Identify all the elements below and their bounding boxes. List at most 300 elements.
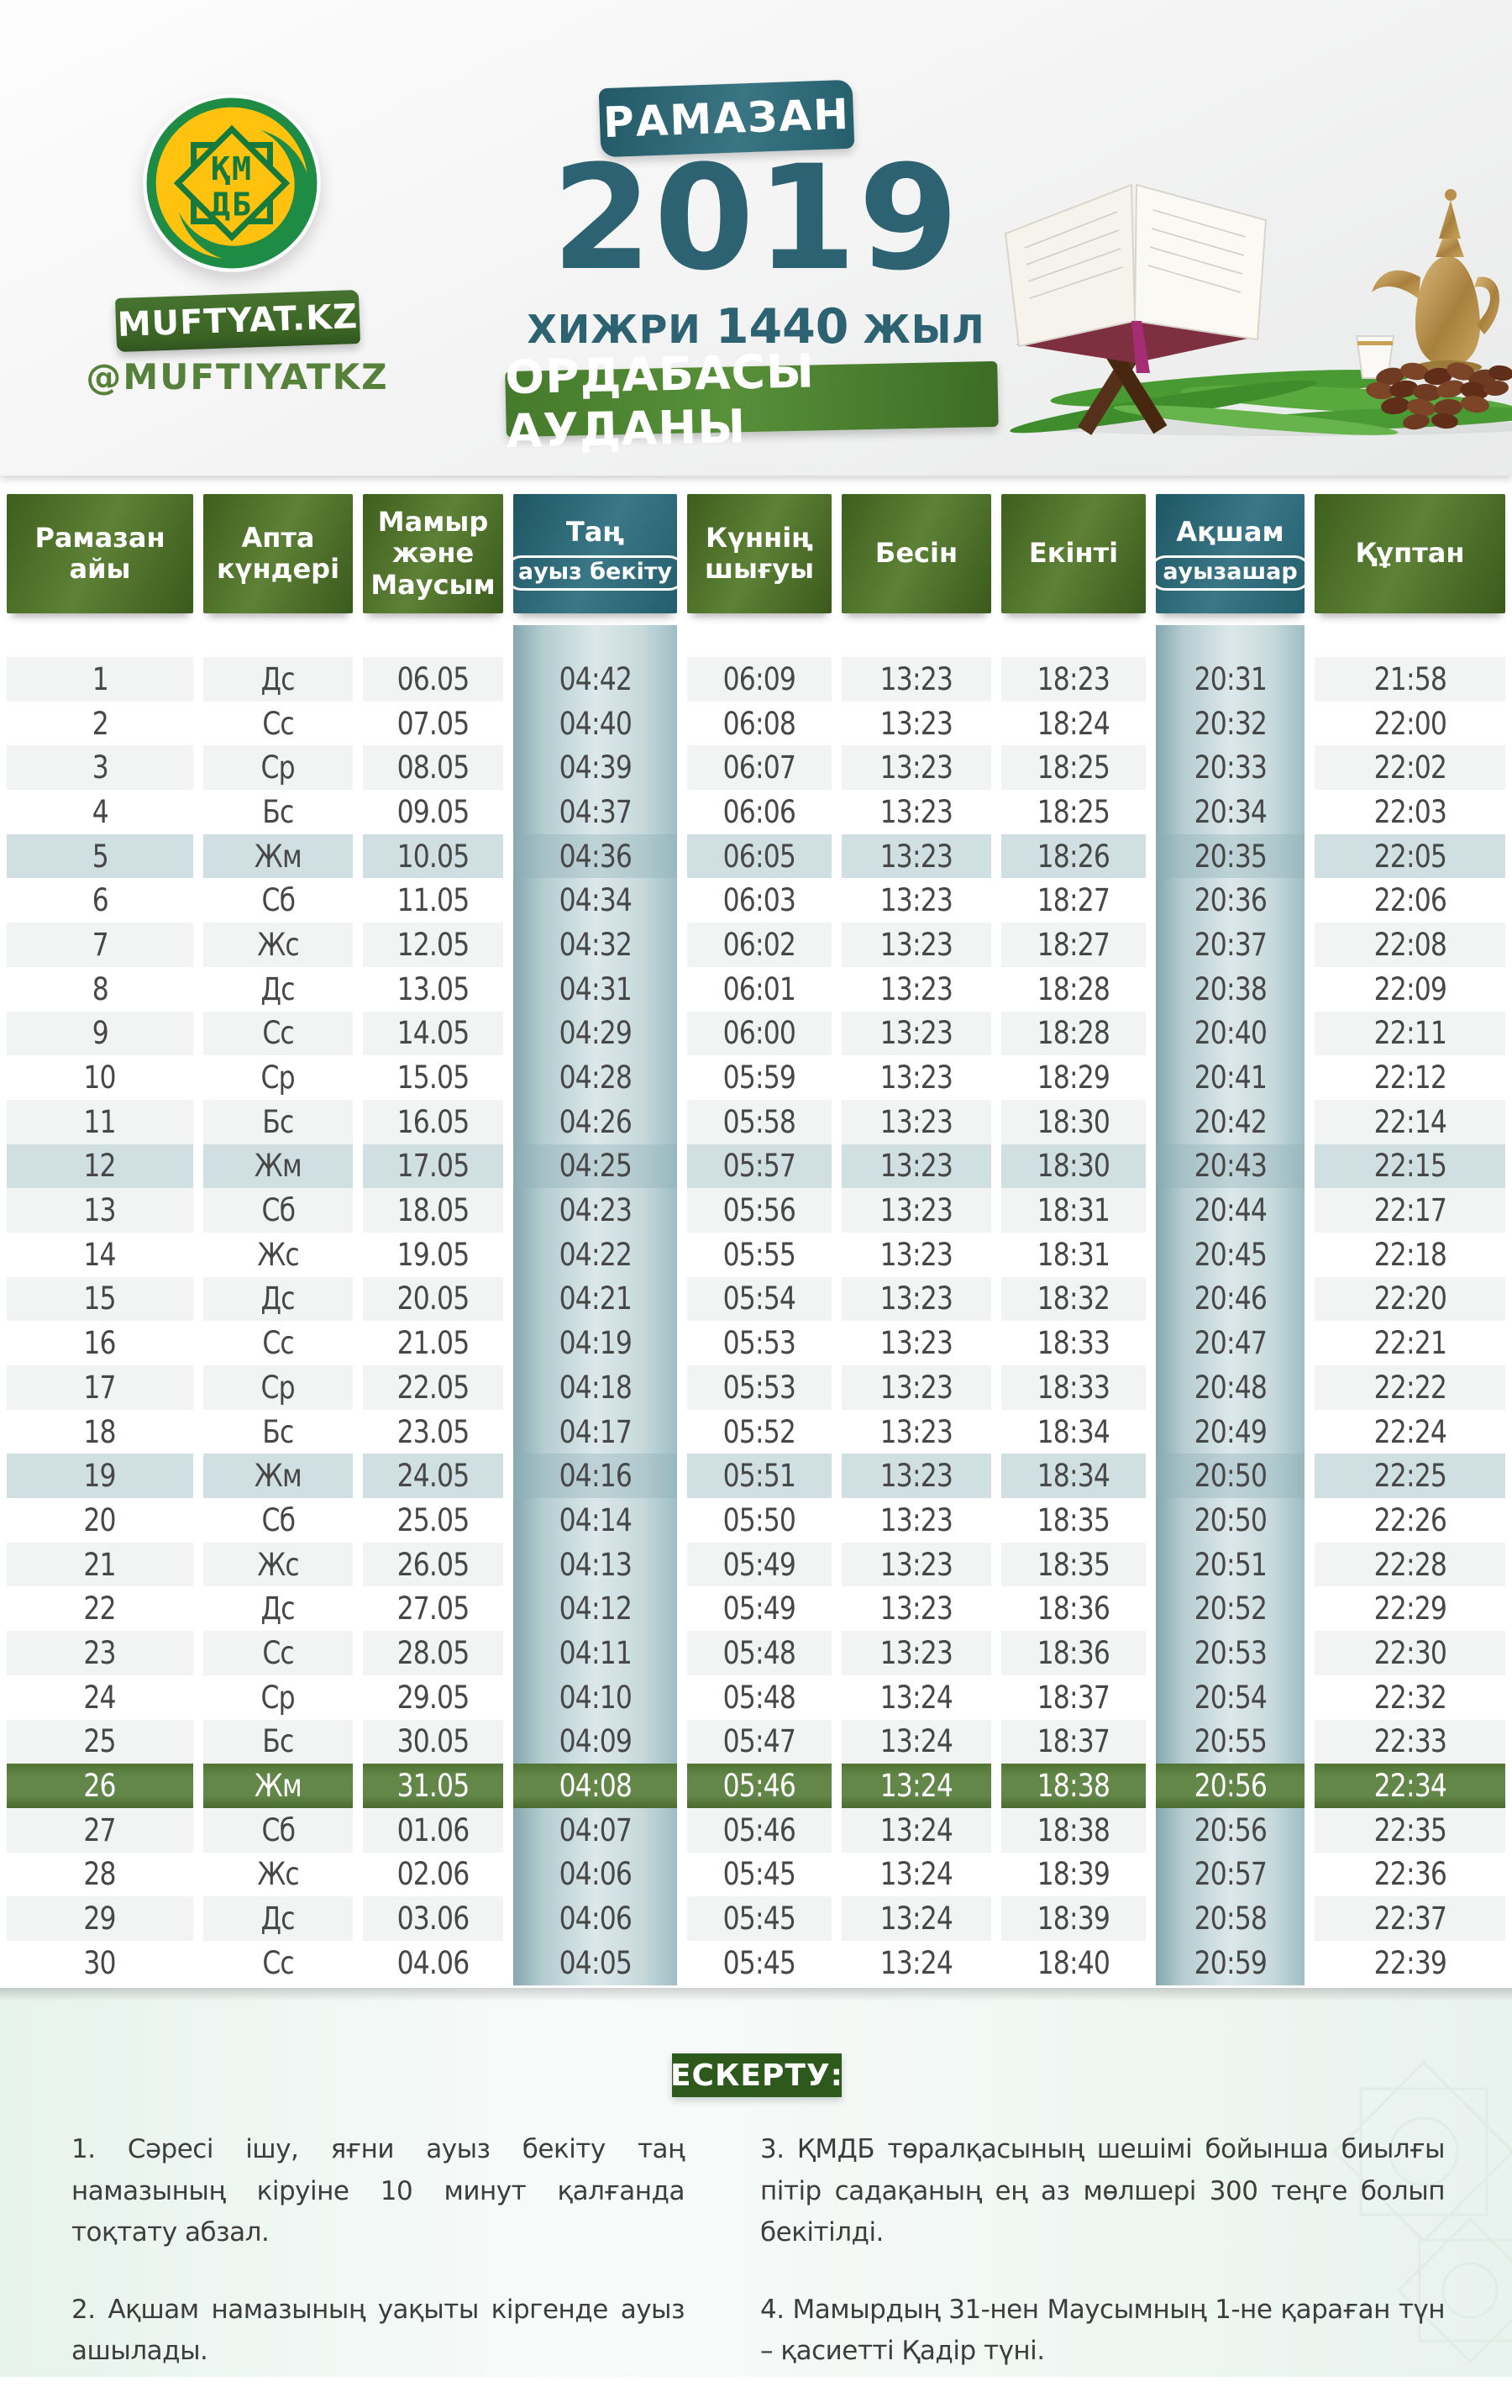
cell-date: 16.05 — [363, 1100, 503, 1144]
cell-besin: 13:23 — [842, 878, 991, 923]
cell-ekinti: 18:35 — [1001, 1498, 1146, 1543]
cell-sunrise: 06:06 — [687, 790, 832, 834]
cell-day: 24 — [7, 1675, 193, 1720]
hijri-suffix: ЖЫЛ — [863, 307, 985, 352]
cell-weekday: Ср — [203, 1675, 353, 1720]
column-header-day — [7, 494, 193, 613]
cell-tan: 04:31 — [513, 967, 677, 1012]
cell-besin — [842, 625, 991, 657]
cell-sunrise: 05:45 — [687, 1941, 832, 1985]
cell-date: 11.05 — [363, 878, 503, 923]
cell-weekday — [203, 625, 353, 657]
cell-quptan: 22:33 — [1315, 1720, 1505, 1764]
cell-quptan: 22:25 — [1315, 1454, 1505, 1498]
column-label: Рамазан айы — [34, 521, 165, 585]
cell-aksham: 20:41 — [1156, 1055, 1305, 1100]
cell-quptan: 22:29 — [1315, 1586, 1505, 1631]
cell-besin: 13:23 — [842, 790, 991, 834]
column-header-date — [363, 494, 503, 613]
cell-weekday: Ср — [203, 1365, 353, 1410]
table-row-1 — [0, 657, 1512, 702]
cell-weekday: Сб — [203, 878, 353, 923]
cell-day: 8 — [7, 967, 193, 1012]
cell-tan: 04:13 — [513, 1543, 677, 1587]
cell-sunrise: 05:48 — [687, 1631, 832, 1675]
cell-date: 07.05 — [363, 702, 503, 746]
cell-weekday: Бс — [203, 1720, 353, 1764]
cell-day: 1 — [7, 657, 193, 702]
cell-weekday: Жм — [203, 1764, 353, 1808]
table-row-26 — [0, 1764, 1512, 1808]
cell-quptan: 22:30 — [1315, 1631, 1505, 1675]
cell-besin: 13:23 — [842, 1188, 991, 1233]
column-label: Мамыр және Маусым — [370, 506, 496, 601]
table-row-6 — [0, 878, 1512, 923]
cell-aksham: 20:33 — [1156, 745, 1305, 790]
cell-tan: 04:07 — [513, 1808, 677, 1853]
cell-ekinti: 18:38 — [1001, 1764, 1146, 1808]
cell-aksham: 20:52 — [1156, 1586, 1305, 1631]
cell-quptan: 22:28 — [1315, 1543, 1505, 1587]
cell-day: 21 — [7, 1543, 193, 1587]
quran-book-icon — [1005, 185, 1266, 373]
note-badge — [669, 2053, 844, 2097]
table-row-10 — [0, 1055, 1512, 1100]
logo-abbr-bottom: ДБ — [210, 186, 254, 224]
cell-ekinti: 18:34 — [1001, 1454, 1146, 1498]
cell-day: 15 — [7, 1277, 193, 1322]
notes-column-right — [760, 2129, 1445, 2408]
table-row-12 — [0, 1144, 1512, 1189]
cell-quptan: 22:36 — [1315, 1853, 1505, 1897]
table-row-7 — [0, 923, 1512, 967]
kmdb-logo-icon — [143, 94, 321, 272]
cell-aksham: 20:54 — [1156, 1675, 1305, 1720]
cell-weekday: Сб — [203, 1188, 353, 1233]
cell-sunrise: 05:56 — [687, 1188, 832, 1233]
cell-sunrise: 05:57 — [687, 1144, 832, 1189]
table-row-2 — [0, 702, 1512, 746]
hero-section — [0, 0, 1512, 476]
cell-day: 5 — [7, 834, 193, 879]
cell-ekinti — [1001, 625, 1146, 657]
cell-besin: 13:23 — [842, 1277, 991, 1322]
cell-date: 21.05 — [363, 1321, 503, 1365]
cell-date: 25.05 — [363, 1498, 503, 1543]
table-row-9 — [0, 1012, 1512, 1056]
cell-weekday: Жм — [203, 1454, 353, 1498]
cell-sunrise: 05:53 — [687, 1321, 832, 1365]
cell-sunrise: 06:01 — [687, 967, 832, 1012]
cell-sunrise: 05:51 — [687, 1454, 832, 1498]
column-label: Бесін — [874, 537, 958, 570]
cell-date: 12.05 — [363, 923, 503, 967]
cell-date: 27.05 — [363, 1586, 503, 1631]
cell-besin: 13:23 — [842, 1631, 991, 1675]
cell-weekday: Дс — [203, 657, 353, 702]
table-row-15 — [0, 1277, 1512, 1322]
cell-date: 17.05 — [363, 1144, 503, 1189]
column-label: Құптан — [1355, 537, 1465, 570]
table-row-3 — [0, 745, 1512, 790]
table-row-13 — [0, 1188, 1512, 1233]
cell-day: 22 — [7, 1586, 193, 1631]
cell-quptan: 22:15 — [1315, 1144, 1505, 1189]
cell-tan: 04:08 — [513, 1764, 677, 1808]
cell-day: 19 — [7, 1454, 193, 1498]
cell-date: 20.05 — [363, 1277, 503, 1322]
cell-quptan: 22:05 — [1315, 834, 1505, 879]
cell-besin: 13:24 — [842, 1764, 991, 1808]
cell-tan: 04:36 — [513, 834, 677, 879]
cell-quptan: 22:34 — [1315, 1764, 1505, 1808]
cell-weekday: Сб — [203, 1498, 353, 1543]
table-row-27 — [0, 1808, 1512, 1853]
cell-day: 17 — [7, 1365, 193, 1410]
cell-date: 31.05 — [363, 1764, 503, 1808]
column-label: Таң — [565, 515, 625, 548]
cell-aksham: 20:38 — [1156, 967, 1305, 1012]
cell-ekinti: 18:28 — [1001, 1012, 1146, 1056]
table-row-29 — [0, 1896, 1512, 1941]
cell-day: 28 — [7, 1853, 193, 1897]
cell-weekday: Ср — [203, 745, 353, 790]
notes-column-left — [71, 2129, 685, 2408]
cell-aksham: 20:53 — [1156, 1631, 1305, 1675]
cell-quptan: 22:08 — [1315, 923, 1505, 967]
cell-date: 06.05 — [363, 657, 503, 702]
column-header-besin — [842, 494, 991, 613]
cell-ekinti: 18:26 — [1001, 834, 1146, 879]
cell-quptan: 22:11 — [1315, 1012, 1505, 1056]
cell-day: 6 — [7, 878, 193, 923]
cell-aksham: 20:47 — [1156, 1321, 1305, 1365]
cell-quptan: 22:18 — [1315, 1233, 1505, 1277]
table-row-20 — [0, 1498, 1512, 1543]
cell-aksham: 20:51 — [1156, 1543, 1305, 1587]
table-row-28 — [0, 1853, 1512, 1897]
cell-quptan: 22:35 — [1315, 1808, 1505, 1853]
cell-besin: 13:24 — [842, 1853, 991, 1897]
cell-quptan: 22:00 — [1315, 702, 1505, 746]
cell-tan: 04:22 — [513, 1233, 677, 1277]
cell-besin: 13:23 — [842, 967, 991, 1012]
cell-quptan: 22:09 — [1315, 967, 1505, 1012]
cell-aksham: 20:44 — [1156, 1188, 1305, 1233]
cell-besin: 13:23 — [842, 1365, 991, 1410]
cell-besin: 13:23 — [842, 1233, 991, 1277]
cell-date: 03.06 — [363, 1896, 503, 1941]
column-header-sunrise — [687, 494, 832, 613]
cell-aksham: 20:34 — [1156, 790, 1305, 834]
cell-weekday: Сс — [203, 1012, 353, 1056]
note-3: 3. ҚМДБ төралқасының шешімі бойынша биылғы пітір садақаның ең аз мөлшері 300 теңге болып бекітілді. — [760, 2134, 1445, 2248]
cell-day: 13 — [7, 1188, 193, 1233]
column-header-quptan — [1315, 494, 1505, 613]
cell-sunrise: 06:05 — [687, 834, 832, 879]
cell-aksham: 20:36 — [1156, 878, 1305, 923]
cell-quptan: 22:39 — [1315, 1941, 1505, 1985]
cell-ekinti: 18:27 — [1001, 923, 1146, 967]
cell-tan: 04:25 — [513, 1144, 677, 1189]
cell-day: 26 — [7, 1764, 193, 1808]
cell-ekinti: 18:39 — [1001, 1853, 1146, 1897]
cell-date: 09.05 — [363, 790, 503, 834]
cell-sunrise: 05:52 — [687, 1410, 832, 1454]
note-1: 1. Сәресі ішу, яғни ауыз бекіту таң намазының кіруіне 10 минут қалғанда тоқтату абзал. — [71, 2134, 685, 2248]
cell-tan: 04:09 — [513, 1720, 677, 1764]
table-row-18 — [0, 1410, 1512, 1454]
cell-ekinti: 18:33 — [1001, 1321, 1146, 1365]
cell-ekinti: 18:28 — [1001, 967, 1146, 1012]
cell-sunrise: 06:02 — [687, 923, 832, 967]
cell-tan: 04:18 — [513, 1365, 677, 1410]
cell-besin: 13:23 — [842, 1410, 991, 1454]
cell-besin: 13:23 — [842, 1100, 991, 1144]
table-row-16 — [0, 1321, 1512, 1365]
cell-aksham: 20:31 — [1156, 657, 1305, 702]
cell-tan: 04:40 — [513, 702, 677, 746]
column-label: Ақшам — [1176, 515, 1284, 548]
cell-weekday: Жс — [203, 1233, 353, 1277]
cell-day: 23 — [7, 1631, 193, 1675]
cell-sunrise: 05:55 — [687, 1233, 832, 1277]
cell-date: 02.06 — [363, 1853, 503, 1897]
table-row-24 — [0, 1675, 1512, 1720]
table-row-4 — [0, 790, 1512, 834]
cell-date: 30.05 — [363, 1720, 503, 1764]
cell-besin: 13:23 — [842, 1543, 991, 1587]
cell-tan: 04:06 — [513, 1896, 677, 1941]
cell-sunrise: 05:46 — [687, 1808, 832, 1853]
column-subtitle-pill: ауызашар — [1148, 555, 1311, 591]
cell-day: 7 — [7, 923, 193, 967]
footer-section — [0, 1988, 1512, 2377]
cell-aksham — [1156, 625, 1305, 657]
cell-sunrise — [687, 625, 832, 657]
cell-aksham: 20:56 — [1156, 1764, 1305, 1808]
cell-date: 08.05 — [363, 745, 503, 790]
cell-sunrise: 05:59 — [687, 1055, 832, 1100]
cell-aksham: 20:32 — [1156, 702, 1305, 746]
cell-ekinti: 18:36 — [1001, 1631, 1146, 1675]
cell-tan: 04:11 — [513, 1631, 677, 1675]
cell-ekinti: 18:29 — [1001, 1055, 1146, 1100]
cell-ekinti: 18:31 — [1001, 1233, 1146, 1277]
table-row-17 — [0, 1365, 1512, 1410]
cell-ekinti: 18:37 — [1001, 1720, 1146, 1764]
cell-tan: 04:32 — [513, 923, 677, 967]
note-4: 4. Мамырдың 31-нен Маусымның 1-не қараған түн – қасиетті Қадір түні. — [760, 2294, 1445, 2367]
cell-date: 29.05 — [363, 1675, 503, 1720]
muftyat-site-banner — [115, 290, 360, 352]
cell-tan: 04:06 — [513, 1853, 677, 1897]
cell-sunrise: 05:50 — [687, 1498, 832, 1543]
cell-tan — [513, 625, 677, 657]
cell-day — [7, 625, 193, 657]
cell-date: 13.05 — [363, 967, 503, 1012]
cell-ekinti: 18:30 — [1001, 1100, 1146, 1144]
cell-besin: 13:23 — [842, 1321, 991, 1365]
cell-besin: 13:23 — [842, 1498, 991, 1543]
cell-date: 28.05 — [363, 1631, 503, 1675]
cell-aksham: 20:56 — [1156, 1808, 1305, 1853]
cell-aksham: 20:55 — [1156, 1720, 1305, 1764]
cell-day: 3 — [7, 745, 193, 790]
cell-besin: 13:23 — [842, 1012, 991, 1056]
cell-weekday: Жм — [203, 834, 353, 879]
cell-sunrise: 05:54 — [687, 1277, 832, 1322]
cell-tan: 04:14 — [513, 1498, 677, 1543]
cell-weekday: Сб — [203, 1808, 353, 1853]
cell-tan: 04:12 — [513, 1586, 677, 1631]
cell-besin: 13:23 — [842, 834, 991, 879]
cell-tan: 04:28 — [513, 1055, 677, 1100]
cell-ekinti: 18:40 — [1001, 1941, 1146, 1985]
cell-sunrise: 05:58 — [687, 1100, 832, 1144]
cell-tan: 04:39 — [513, 745, 677, 790]
cell-weekday: Сс — [203, 702, 353, 746]
table-row-21 — [0, 1543, 1512, 1587]
cell-besin: 13:23 — [842, 1586, 991, 1631]
table-row-8 — [0, 967, 1512, 1012]
cell-tan: 04:29 — [513, 1012, 677, 1056]
cell-aksham: 20:48 — [1156, 1365, 1305, 1410]
table-row-spacer — [0, 625, 1512, 657]
muftyat-site-label: MUFTYAT.KZ — [117, 297, 359, 344]
cell-ekinti: 18:25 — [1001, 745, 1146, 790]
column-header-aksham — [1156, 494, 1305, 613]
column-subtitle-pill: ауыз бекіту — [504, 555, 686, 591]
cell-day: 14 — [7, 1233, 193, 1277]
column-label: Күннің шығуы — [704, 521, 815, 585]
cell-date: 14.05 — [363, 1012, 503, 1056]
column-header-tan — [513, 494, 677, 613]
cell-quptan: 22:26 — [1315, 1498, 1505, 1543]
cell-aksham: 20:35 — [1156, 834, 1305, 879]
district-banner — [504, 344, 999, 459]
cell-ekinti: 18:23 — [1001, 657, 1146, 702]
cell-weekday: Жс — [203, 1853, 353, 1897]
cell-tan: 04:19 — [513, 1321, 677, 1365]
cell-sunrise: 05:53 — [687, 1365, 832, 1410]
cell-aksham: 20:50 — [1156, 1498, 1305, 1543]
table-row-5 — [0, 834, 1512, 879]
cell-besin: 13:24 — [842, 1675, 991, 1720]
column-header-weekday — [203, 494, 353, 613]
note-2: 2. Ақшам намазының уақыты кіргенде ауыз ашылады. — [71, 2294, 685, 2367]
cell-tan: 04:10 — [513, 1675, 677, 1720]
cell-tan: 04:05 — [513, 1941, 677, 1985]
cell-weekday: Жс — [203, 1543, 353, 1587]
cell-sunrise: 05:47 — [687, 1720, 832, 1764]
table-row-11 — [0, 1100, 1512, 1144]
cell-besin: 13:24 — [842, 1896, 991, 1941]
ramadan-badge-label: РАМАЗАН — [602, 89, 851, 148]
cell-quptan: 22:02 — [1315, 745, 1505, 790]
cell-date: 04.06 — [363, 1941, 503, 1985]
cell-sunrise: 06:09 — [687, 657, 832, 702]
cell-day: 20 — [7, 1498, 193, 1543]
table-row-23 — [0, 1631, 1512, 1675]
table-row-19 — [0, 1454, 1512, 1498]
cell-tan: 04:26 — [513, 1100, 677, 1144]
cell-weekday: Дс — [203, 1277, 353, 1322]
cell-ekinti: 18:24 — [1001, 702, 1146, 746]
cell-weekday: Жс — [203, 923, 353, 967]
cell-aksham: 20:42 — [1156, 1100, 1305, 1144]
cell-ekinti: 18:36 — [1001, 1586, 1146, 1631]
logo-abbr-top: ҚМ — [210, 150, 254, 188]
year-title: 2019 — [551, 134, 961, 302]
cell-sunrise: 06:03 — [687, 878, 832, 923]
cell-quptan: 22:12 — [1315, 1055, 1505, 1100]
cell-ekinti: 18:34 — [1001, 1410, 1146, 1454]
cell-weekday: Сс — [203, 1321, 353, 1365]
cell-aksham: 20:49 — [1156, 1410, 1305, 1454]
cell-besin: 13:23 — [842, 1144, 991, 1189]
cell-quptan: 22:37 — [1315, 1896, 1505, 1941]
cell-quptan: 22:03 — [1315, 790, 1505, 834]
cell-aksham: 20:37 — [1156, 923, 1305, 967]
cell-day: 18 — [7, 1410, 193, 1454]
cell-aksham: 20:59 — [1156, 1941, 1305, 1985]
social-handle: @MUFTIYATKZ — [86, 356, 389, 397]
cell-besin: 13:23 — [842, 702, 991, 746]
cell-day: 25 — [7, 1720, 193, 1764]
cell-day: 27 — [7, 1808, 193, 1853]
cell-ekinti: 18:27 — [1001, 878, 1146, 923]
cell-aksham: 20:40 — [1156, 1012, 1305, 1056]
cell-date: 15.05 — [363, 1055, 503, 1100]
cell-weekday: Бс — [203, 1100, 353, 1144]
cell-ekinti: 18:32 — [1001, 1277, 1146, 1322]
cell-weekday: Бс — [203, 790, 353, 834]
cell-quptan: 22:06 — [1315, 878, 1505, 923]
cell-date: 10.05 — [363, 834, 503, 879]
cell-ekinti: 18:39 — [1001, 1896, 1146, 1941]
cell-quptan: 22:17 — [1315, 1188, 1505, 1233]
cell-sunrise: 06:08 — [687, 702, 832, 746]
cell-date: 19.05 — [363, 1233, 503, 1277]
cell-sunrise: 06:07 — [687, 745, 832, 790]
cell-ekinti: 18:35 — [1001, 1543, 1146, 1587]
hijri-prefix: ХИЖРИ — [527, 307, 701, 352]
cell-quptan: 22:14 — [1315, 1100, 1505, 1144]
cell-ekinti: 18:30 — [1001, 1144, 1146, 1189]
cell-besin: 13:23 — [842, 745, 991, 790]
cell-date: 18.05 — [363, 1188, 503, 1233]
cell-besin: 13:24 — [842, 1808, 991, 1853]
cell-weekday: Сс — [203, 1631, 353, 1675]
table-row-14 — [0, 1233, 1512, 1277]
cell-sunrise: 05:49 — [687, 1586, 832, 1631]
cell-date: 23.05 — [363, 1410, 503, 1454]
cell-aksham: 20:43 — [1156, 1144, 1305, 1189]
cell-date: 22.05 — [363, 1365, 503, 1410]
cell-date: 24.05 — [363, 1454, 503, 1498]
cell-sunrise: 06:00 — [687, 1012, 832, 1056]
cell-ekinti: 18:37 — [1001, 1675, 1146, 1720]
cell-day: 4 — [7, 790, 193, 834]
cell-weekday: Дс — [203, 1896, 353, 1941]
cell-aksham: 20:46 — [1156, 1277, 1305, 1322]
cell-day: 12 — [7, 1144, 193, 1189]
cell-date — [363, 625, 503, 657]
quran-dates-illustration — [953, 92, 1512, 445]
cell-day: 9 — [7, 1012, 193, 1056]
cell-aksham: 20:58 — [1156, 1896, 1305, 1941]
